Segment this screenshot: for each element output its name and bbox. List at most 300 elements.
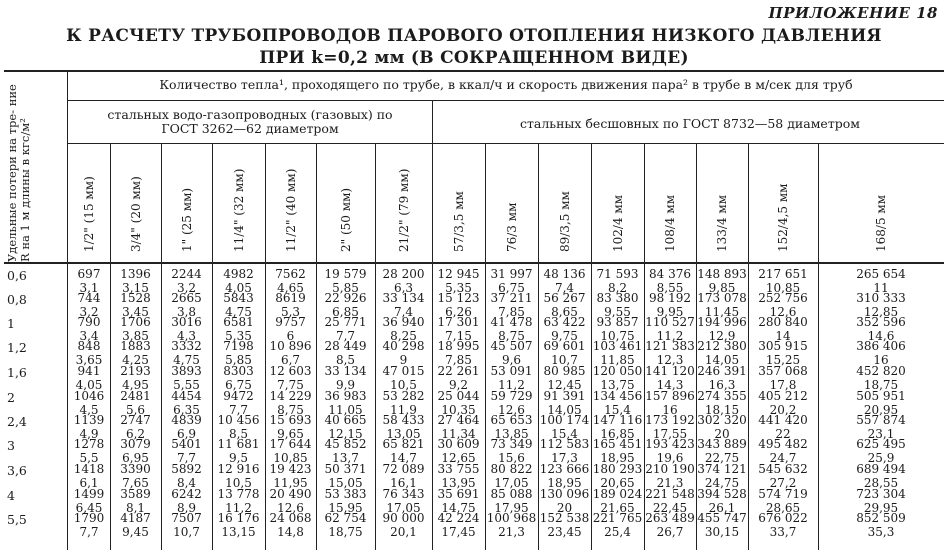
steam-velocity: 6,75: [498, 280, 525, 295]
steam-velocity: 3,15: [122, 280, 149, 295]
heat-quantity: 11 681: [217, 437, 260, 451]
steam-velocity: 27,2: [769, 475, 797, 490]
steam-velocity: 13,85: [494, 426, 529, 441]
heat-quantity: 47 015: [382, 364, 425, 378]
heat-quantity: 65 821: [382, 437, 425, 451]
steam-velocity: 21,65: [600, 500, 635, 515]
heat-quantity: 50 371: [324, 462, 367, 476]
heat-quantity: 625 495: [856, 437, 906, 451]
heat-quantity: 3390: [120, 462, 151, 476]
table-cell: [161, 512, 212, 539]
steam-velocity: 5,85: [332, 280, 359, 295]
heat-quantity: 4454: [171, 389, 202, 403]
column-header: 21/2" (79 мм): [396, 168, 411, 252]
steam-velocity: 11,85: [600, 352, 635, 367]
heat-quantity: 40 665: [324, 413, 367, 427]
heat-quantity: 65 653: [490, 413, 533, 427]
steam-velocity: 13,75: [600, 377, 635, 392]
steam-velocity: 35,3: [867, 524, 895, 539]
heat-quantity: 394 528: [697, 487, 747, 501]
steam-velocity: 7,7: [228, 402, 249, 417]
heat-quantity: 45 507: [490, 339, 533, 353]
heat-quantity: 3016: [171, 315, 202, 329]
steam-velocity: 20,1: [390, 524, 417, 539]
steam-velocity: 17,45: [441, 524, 476, 539]
heat-quantity: 134 456: [592, 389, 643, 403]
steam-velocity: 4,05: [225, 280, 252, 295]
heat-quantity: 495 482: [758, 437, 808, 451]
column-header: 1" (25 мм): [179, 187, 194, 252]
steam-velocity: 12,6: [769, 304, 797, 319]
heat-quantity: 6242: [171, 487, 202, 501]
steam-velocity: 12,9: [708, 328, 736, 343]
steam-velocity: 14,05: [704, 352, 740, 367]
heat-quantity: 848: [77, 339, 101, 353]
heat-quantity: 8619: [275, 291, 306, 305]
table-cell: [265, 512, 316, 539]
group1-header: стальных водо-газопроводных (газовых) по ГОСТ 3262—62 диаметром: [107, 107, 393, 136]
heat-quantity: 405 212: [758, 389, 808, 403]
steam-velocity: 7,7: [79, 524, 99, 539]
heat-quantity: 15 693: [269, 413, 312, 427]
column-header: 76/3 мм: [504, 202, 519, 252]
heat-quantity: 252 756: [758, 291, 808, 305]
steam-velocity: 6,95: [122, 450, 149, 465]
steam-velocity: 30,15: [704, 524, 740, 539]
steam-velocity: 7,4: [393, 304, 414, 319]
steam-velocity: 23,45: [547, 524, 582, 539]
heat-quantity: 545 632: [758, 462, 808, 476]
heat-quantity: 9757: [275, 315, 306, 329]
heat-quantity: 3893: [171, 364, 202, 378]
steam-velocity: 13,7: [332, 450, 359, 465]
steam-velocity: 23,1: [867, 426, 895, 441]
heat-quantity: 120 050: [592, 364, 643, 378]
steam-velocity: 14,75: [441, 500, 476, 515]
table-cell: [818, 512, 944, 539]
heat-quantity: 165 451: [592, 437, 643, 451]
steam-velocity: 16,85: [600, 426, 635, 441]
heat-quantity: 83 380: [596, 291, 639, 305]
steam-velocity: 22,45: [652, 500, 688, 515]
steam-velocity: 15,05: [328, 475, 363, 490]
steam-velocity: 9,75: [551, 328, 578, 343]
steam-velocity: 7,65: [122, 475, 149, 490]
heat-quantity: 305 915: [758, 339, 808, 353]
table-cell: [485, 512, 538, 539]
appendix-label: ПРИЛОЖЕНИЕ 18: [768, 4, 938, 22]
heat-quantity: 8303: [223, 364, 254, 378]
heat-quantity: 221 765: [592, 511, 643, 525]
heat-quantity: 574 719: [758, 487, 808, 501]
heat-quantity: 2665: [171, 291, 202, 305]
steam-velocity: 6,2: [125, 426, 146, 441]
steam-velocity: 6,75: [225, 377, 252, 392]
group2-header: стальных бесшовных по ГОСТ 8732—58 диаметром: [519, 116, 860, 131]
steam-velocity: 15,4: [604, 402, 631, 417]
steam-velocity: 8,5: [335, 352, 356, 367]
steam-velocity: 25,4: [604, 524, 631, 539]
heat-quantity: 53 383: [324, 487, 367, 501]
heat-quantity: 12 603: [269, 364, 312, 378]
heat-quantity: 1883: [120, 339, 151, 353]
steam-velocity: 8,75: [498, 328, 525, 343]
heat-quantity: 557 874: [856, 413, 906, 427]
table-cell: [68, 512, 110, 539]
heat-quantity: 1528: [120, 291, 151, 305]
heat-quantity: 72 089: [382, 462, 425, 476]
heat-quantity: 386 406: [856, 339, 906, 353]
heat-quantity: 2481: [120, 389, 151, 403]
steam-velocity: 11,34: [441, 426, 476, 441]
heat-quantity: 58 433: [382, 413, 425, 427]
steam-velocity: 17,55: [652, 426, 688, 441]
steam-velocity: 13,95: [441, 475, 476, 490]
steam-velocity: 11,05: [328, 402, 363, 417]
heat-quantity: 98 192: [649, 291, 691, 305]
steam-velocity: 18,15: [704, 402, 740, 417]
steam-velocity: 17,95: [494, 500, 529, 515]
steam-velocity: 29,95: [863, 500, 899, 515]
steam-velocity: 16: [873, 352, 889, 367]
steam-velocity: 3,85: [122, 328, 149, 343]
heat-quantity: 4839: [171, 413, 202, 427]
steam-velocity: 14: [775, 328, 791, 343]
heat-quantity: 36 940: [382, 315, 425, 329]
column-header: 102/4 мм: [610, 194, 625, 252]
heat-quantity: 217 651: [758, 267, 808, 281]
steam-velocity: 15,25: [765, 352, 801, 367]
heat-quantity: 84 376: [649, 267, 691, 281]
top-header: Количество тепла¹, проходящего по трубе, в ккал/ч и скорость движения пара² в трубе в м/сек для труб: [159, 77, 853, 92]
heat-quantity: 744: [77, 291, 101, 305]
heat-quantity: 19 423: [269, 462, 312, 476]
heat-quantity: 302 320: [697, 413, 747, 427]
steam-velocity: 28,55: [863, 475, 899, 490]
steam-velocity: 13,05: [386, 426, 421, 441]
steam-velocity: 9,2: [448, 377, 469, 392]
heat-quantity: 15 123: [437, 291, 480, 305]
heat-quantity: 180 293: [592, 462, 643, 476]
steam-velocity: 10,7: [551, 352, 578, 367]
heat-quantity: 91 391: [543, 389, 586, 403]
heat-quantity: 189 024: [592, 487, 643, 501]
page-subtitle: ПРИ k=0,2 мм (В СОКРАЩЕННОМ ВИДЕ): [259, 48, 689, 68]
steam-velocity: 10,75: [600, 328, 635, 343]
steam-velocity: 7,7: [176, 450, 197, 465]
steam-velocity: 22: [775, 426, 791, 441]
steam-velocity: 16: [662, 402, 678, 417]
steam-velocity: 10,35: [441, 402, 476, 417]
steam-velocity: 17,8: [769, 377, 797, 392]
heat-quantity: 280 840: [758, 315, 808, 329]
heat-quantity: 56 267: [543, 291, 586, 305]
heat-quantity: 33 134: [382, 291, 425, 305]
steam-velocity: 5,55: [173, 377, 200, 392]
row-label-r: 3,6: [7, 463, 27, 478]
row-label-r: 2: [7, 390, 15, 405]
steam-velocity: 17,05: [386, 500, 421, 515]
table-cell: [110, 512, 161, 539]
steam-velocity: 12,6: [498, 402, 525, 417]
row-label-r: 4: [7, 488, 15, 503]
heat-quantity: 141 120: [645, 364, 695, 378]
heat-quantity: 3589: [120, 487, 151, 501]
steam-velocity: 3,65: [75, 352, 103, 367]
steam-velocity: 14,6: [867, 328, 895, 343]
steam-velocity: 11: [873, 280, 889, 295]
heat-quantity: 13 778: [217, 487, 260, 501]
heat-quantity: 12 945: [437, 267, 480, 281]
steam-velocity: 4,65: [277, 280, 304, 295]
heat-quantity: 62 754: [324, 511, 367, 525]
column-header: 57/3,5 мм: [451, 191, 466, 252]
steam-velocity: 4,25: [122, 352, 149, 367]
heat-quantity: 5892: [171, 462, 202, 476]
steam-velocity: 8,75: [277, 402, 304, 417]
steam-velocity: 19,6: [656, 450, 684, 465]
table-cell: [316, 512, 375, 539]
heat-quantity: 18 995: [437, 339, 480, 353]
heat-quantity: 10 456: [217, 413, 260, 427]
heat-quantity: 69 601: [543, 339, 586, 353]
steam-velocity: 20: [714, 426, 730, 441]
heat-quantity: 697: [77, 267, 101, 281]
heat-quantity: 7507: [171, 511, 202, 525]
heat-quantity: 265 654: [856, 267, 906, 281]
row-label-r: 1,2: [7, 340, 27, 355]
column-header: 1/2" (15 мм): [82, 176, 96, 252]
heat-quantity: 1139: [73, 413, 105, 427]
heat-quantity: 2193: [120, 364, 151, 378]
header-rule-1: [68, 100, 944, 101]
steam-velocity: 9,85: [708, 280, 736, 295]
heat-quantity: 7562: [275, 267, 306, 281]
steam-velocity: 4,9: [79, 426, 99, 441]
heat-quantity: 110 527: [645, 315, 695, 329]
steam-velocity: 6,45: [75, 500, 103, 515]
heat-quantity: 90 000: [382, 511, 425, 525]
steam-velocity: 18,75: [328, 524, 363, 539]
steam-velocity: 6,26: [445, 304, 472, 319]
header-rule-2: [68, 143, 944, 144]
steam-velocity: 5,6: [125, 402, 146, 417]
heat-quantity: 53 282: [382, 389, 425, 403]
heat-quantity: 6581: [223, 315, 254, 329]
steam-velocity: 11,2: [498, 377, 525, 392]
steam-velocity: 6,7: [280, 352, 301, 367]
steam-velocity: 3,45: [122, 304, 149, 319]
column-header: 133/4 мм: [715, 194, 729, 252]
steam-velocity: 6,35: [173, 402, 200, 417]
steam-velocity: 9,5: [228, 450, 249, 465]
heat-quantity: 455 747: [697, 511, 747, 525]
heat-quantity: 19 579: [324, 267, 367, 281]
table-cell: [748, 512, 818, 539]
steam-velocity: 26,7: [656, 524, 684, 539]
table-cell: [375, 512, 432, 539]
heat-quantity: 2244: [171, 267, 202, 281]
steam-velocity: 10,5: [390, 377, 417, 392]
heat-quantity: 352 596: [856, 315, 906, 329]
steam-velocity: 20: [556, 500, 573, 515]
row-label-r: 1,6: [7, 365, 27, 380]
heat-quantity: 22 261: [437, 364, 480, 378]
steam-velocity: 7,85: [445, 352, 472, 367]
heat-quantity: 10 896: [269, 339, 312, 353]
steam-velocity: 12,45: [547, 377, 582, 392]
column-header: 11/2" (40 мм): [283, 168, 298, 252]
steam-velocity: 8,2: [607, 280, 628, 295]
heat-quantity: 4982: [223, 267, 254, 281]
heat-quantity: 42 224: [437, 511, 480, 525]
heat-quantity: 173 192: [645, 413, 695, 427]
heat-quantity: 76 343: [382, 487, 425, 501]
steam-velocity: 11,95: [273, 475, 308, 490]
heat-quantity: 100 968: [486, 511, 537, 525]
heat-quantity: 246 391: [697, 364, 747, 378]
row-label-r: 1: [7, 316, 15, 331]
heat-quantity: 16 176: [217, 511, 260, 525]
heat-quantity: 1499: [73, 487, 105, 501]
steam-velocity: 4,05: [75, 377, 103, 392]
steam-velocity: 28,65: [765, 500, 801, 515]
heat-quantity: 123 666: [539, 462, 590, 476]
steam-velocity: 4,3: [176, 328, 197, 343]
steam-velocity: 3,1: [79, 280, 99, 295]
steam-velocity: 3,4: [79, 328, 99, 343]
heat-quantity: 33 755: [437, 462, 480, 476]
heat-quantity: 36 983: [324, 389, 367, 403]
heat-quantity: 157 896: [645, 389, 695, 403]
steam-velocity: 17,05: [494, 475, 529, 490]
heat-quantity: 210 190: [645, 462, 695, 476]
heat-quantity: 1790: [73, 511, 105, 525]
heat-quantity: 343 889: [697, 437, 747, 451]
steam-velocity: 8,25: [390, 328, 417, 343]
steam-velocity: 6,3: [393, 280, 414, 295]
steam-velocity: 18,75: [863, 377, 899, 392]
steam-velocity: 9,6: [501, 352, 522, 367]
heat-quantity: 221 548: [645, 487, 695, 501]
heat-quantity: 148 893: [697, 267, 747, 281]
steam-velocity: 25,9: [867, 450, 895, 465]
heat-quantity: 22 926: [324, 291, 367, 305]
steam-velocity: 14,8: [277, 524, 304, 539]
table-cell: [432, 512, 485, 539]
heat-quantity: 9472: [223, 389, 254, 403]
table-cell: [591, 512, 644, 539]
steam-velocity: 5,3: [280, 304, 301, 319]
heat-quantity: 28 449: [324, 339, 367, 353]
heat-quantity: 152 538: [539, 511, 590, 525]
steam-velocity: 4,75: [225, 304, 252, 319]
steam-velocity: 8,4: [176, 475, 197, 490]
heat-quantity: 31 997: [490, 267, 533, 281]
heat-quantity: 130 096: [539, 487, 590, 501]
steam-velocity: 14,7: [390, 450, 417, 465]
heat-quantity: 53 091: [490, 364, 533, 378]
steam-velocity: 10,85: [273, 450, 308, 465]
steam-velocity: 6,85: [332, 304, 359, 319]
steam-velocity: 8,9: [176, 500, 197, 515]
steam-velocity: 10,85: [765, 280, 801, 295]
heat-quantity: 441 420: [758, 413, 808, 427]
steam-velocity: 13,15: [221, 524, 256, 539]
steam-velocity: 17,3: [551, 450, 578, 465]
steam-velocity: 20,2: [769, 402, 797, 417]
steam-velocity: 15,4: [551, 426, 578, 441]
heat-quantity: 63 422: [543, 315, 586, 329]
heat-quantity: 357 068: [758, 364, 808, 378]
heat-quantity: 20 490: [269, 487, 312, 501]
steam-velocity: 9,45: [122, 524, 149, 539]
heat-quantity: 274 355: [697, 389, 747, 403]
column-header: 89/3,5 мм: [557, 191, 572, 252]
heat-quantity: 37 211: [490, 291, 533, 305]
heat-quantity: 941: [77, 364, 101, 378]
heat-quantity: 17 301: [437, 315, 480, 329]
table-cell: [212, 512, 265, 539]
steam-velocity: 3,8: [176, 304, 197, 319]
steam-velocity: 18,95: [600, 450, 635, 465]
heat-quantity: 374 121: [697, 462, 747, 476]
row-label-r: 5,5: [7, 512, 27, 527]
column-header: 11/4" (32 мм): [231, 168, 246, 252]
heat-quantity: 85 088: [490, 487, 533, 501]
heat-quantity: 93 857: [596, 315, 639, 329]
steam-velocity: 12,6: [277, 500, 304, 515]
steam-velocity: 26,1: [708, 500, 736, 515]
heat-quantity: 28 200: [382, 267, 425, 281]
steam-velocity: 11,9: [390, 402, 417, 417]
steam-velocity: 14,3: [656, 377, 684, 392]
heat-quantity: 25 771: [324, 315, 367, 329]
heat-quantity: 1418: [73, 462, 105, 476]
steam-velocity: 15,6: [498, 450, 525, 465]
heat-quantity: 17 644: [269, 437, 312, 451]
heat-quantity: 5843: [223, 291, 254, 305]
heat-quantity: 689 494: [856, 462, 906, 476]
steam-velocity: 10,7: [173, 524, 200, 539]
steam-velocity: 5,35: [225, 328, 252, 343]
steam-velocity: 12,15: [328, 426, 363, 441]
steam-velocity: 12,65: [441, 450, 476, 465]
header-bottom-rule: [4, 262, 944, 264]
steam-velocity: 7,85: [498, 304, 525, 319]
steam-velocity: 6,9: [176, 426, 197, 441]
steam-velocity: 8,55: [656, 280, 684, 295]
steam-velocity: 24,7: [769, 450, 797, 465]
heat-quantity: 194 996: [697, 315, 747, 329]
steam-velocity: 7,7: [335, 328, 356, 343]
heat-quantity: 263 489: [645, 511, 695, 525]
table-cell: [538, 512, 591, 539]
heat-quantity: 193 423: [645, 437, 695, 451]
heat-quantity: 5401: [171, 437, 202, 451]
heat-quantity: 112 583: [539, 437, 590, 451]
page-title: К РАСЧЕТУ ТРУБОПРОВОДОВ ПАРОВОГО ОТОПЛЕНИЯ НИЗКОГО ДАВЛЕНИЯ: [66, 26, 882, 46]
steam-velocity: 11,2: [656, 328, 684, 343]
steam-velocity: 5,85: [225, 352, 252, 367]
heat-quantity: 40 298: [382, 339, 425, 353]
steam-velocity: 8,65: [551, 304, 578, 319]
steam-velocity: 3,2: [79, 304, 99, 319]
steam-velocity: 12,3: [656, 352, 684, 367]
heat-quantity: 1706: [120, 315, 151, 329]
steam-velocity: 22,75: [704, 450, 740, 465]
heat-quantity: 35 691: [437, 487, 480, 501]
